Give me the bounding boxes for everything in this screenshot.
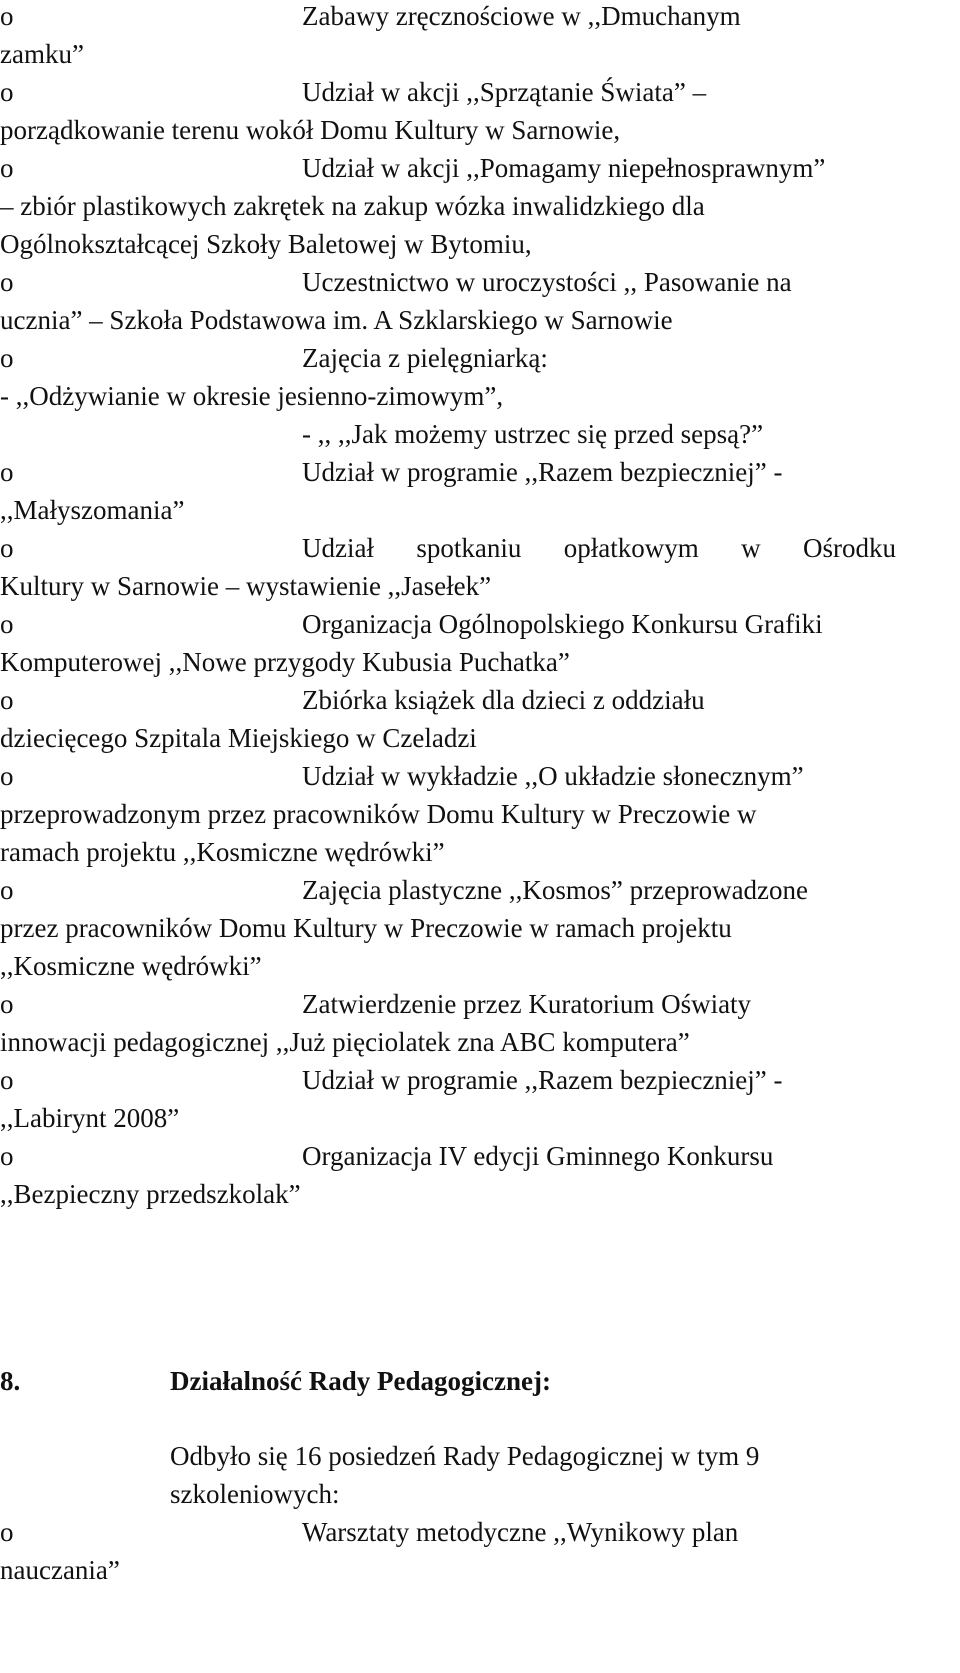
list-item-continuation: - ,,Odżywianie w okresie jesienno-zimowym”,: [0, 381, 504, 411]
bullet-marker: o: [0, 77, 14, 107]
section-title: Działalność Rady Pedagogicznej:: [170, 1366, 551, 1396]
list-item: [0, 1061, 950, 1099]
list-item-text: Zatwierdzenie przez Kuratorium Oświaty: [302, 989, 752, 1019]
list-item-text: Udział w programie ,,Razem bezpieczniej” -: [302, 1065, 783, 1095]
list-item: [0, 263, 950, 301]
list-item: [0, 453, 950, 491]
list-item-text: Udział w akcji ,,Sprzątanie Świata” –: [302, 77, 707, 107]
bullet-marker: o: [0, 1141, 14, 1171]
list-item-text: Udział w wykładzie ,,O układzie słonecznym”: [302, 761, 804, 791]
list-item-continuation: ,,Kosmiczne wędrówki”: [0, 951, 262, 981]
list-item-text: Zajęcia plastyczne ,,Kosmos” przeprowadzone: [302, 875, 809, 905]
list-item-continuation: ,,Bezpieczny przedszkolak”: [0, 1179, 301, 1209]
bullet-marker: o: [0, 267, 14, 297]
list-item: [0, 757, 950, 795]
bullet-marker: o: [0, 343, 14, 373]
section-number: 8.: [0, 1366, 21, 1396]
bullet-marker: o: [0, 1517, 14, 1547]
list-item: [0, 1513, 950, 1551]
list-item-text: Uczestnictwo w uroczystości ,, Pasowanie na: [302, 267, 792, 297]
list-item-continuation: - ,, ,,Jak możemy ustrzec się przed sepsą?”: [302, 419, 764, 449]
section-paragraph: szkoleniowych:: [170, 1479, 340, 1509]
list-item-continuation: Komputerowej ,,Nowe przygody Kubusia Puchatka”: [0, 647, 570, 677]
bullet-marker: o: [0, 875, 14, 905]
list-item-text: Zabawy zręcznościowe w ,,Dmuchanym: [302, 1, 741, 31]
list-item-text: Zajęcia z pielęgniarką:: [302, 343, 548, 373]
list-item-text: Organizacja Ogólnopolskiego Konkursu Grafiki: [302, 609, 823, 639]
bullet-marker: o: [0, 685, 14, 715]
list-item-continuation: przez pracowników Domu Kultury w Preczowie w ramach projektu: [0, 913, 732, 943]
list-item-continuation: Ogólnokształcącej Szkoły Baletowej w Bytomiu,: [0, 229, 532, 259]
list-item: [0, 871, 950, 909]
list-item: [0, 339, 950, 377]
list-item-text: Udział w programie ,,Razem bezpieczniej” -: [302, 457, 783, 487]
bullet-marker: o: [0, 609, 14, 639]
bullet-marker: o: [0, 153, 14, 183]
list-item-continuation: nauczania”: [0, 1555, 120, 1585]
bullet-marker: o: [0, 533, 14, 563]
list-item-text: Udział spotkaniu opłatkowym w Ośrodku: [302, 533, 896, 563]
bullet-marker: o: [0, 457, 14, 487]
list-item-text: Udział w akcji ,,Pomagamy niepełnosprawnym”: [302, 153, 826, 183]
list-item-text: Warsztaty metodyczne ,,Wynikowy plan: [302, 1517, 739, 1547]
list-item-continuation: ,,Labirynt 2008”: [0, 1103, 180, 1133]
list-item: [0, 681, 950, 719]
list-item-continuation: ucznia” – Szkoła Podstawowa im. A Szklarskiego w Sarnowie: [0, 305, 673, 335]
list-item-continuation: – zbiór plastikowych zakrętek na zakup wózka inwalidzkiego dla: [0, 191, 705, 221]
list-item: [0, 0, 950, 35]
bullet-marker: o: [0, 761, 14, 791]
bullet-marker: o: [0, 1, 14, 31]
list-item-continuation: Kultury w Sarnowie – wystawienie ,,Jasełek”: [0, 571, 492, 601]
list-item-continuation: dziecięcego Szpitala Miejskiego w Czeladzi: [0, 723, 477, 753]
list-item-continuation: ,,Małyszomania”: [0, 495, 185, 525]
list-item: [0, 1137, 950, 1175]
list-item: [0, 985, 950, 1023]
section-paragraph: Odbyło się 16 posiedzeń Rady Pedagogicznej w tym 9: [170, 1441, 760, 1471]
list-item-continuation: ramach projektu ,,Kosmiczne wędrówki”: [0, 837, 445, 867]
list-item-text: Zbiórka książek dla dzieci z oddziału: [302, 685, 705, 715]
list-item-text: Organizacja IV edycji Gminnego Konkursu: [302, 1141, 774, 1171]
list-item: [0, 605, 950, 643]
list-item-continuation: przeprowadzonym przez pracowników Domu Kultury w Preczowie w: [0, 799, 757, 829]
section-heading: [0, 1362, 950, 1400]
list-item-continuation: porządkowanie terenu wokół Domu Kultury w Sarnowie,: [0, 115, 621, 145]
list-item-continuation: innowacji pedagogicznej ,,Już pięciolatek zna ABC komputera”: [0, 1027, 690, 1057]
bullet-marker: o: [0, 1065, 14, 1095]
list-item: [0, 149, 950, 187]
list-item: [0, 529, 950, 567]
bullet-marker: o: [0, 989, 14, 1019]
list-item-continuation: zamku”: [0, 39, 84, 69]
list-item: [0, 73, 950, 111]
